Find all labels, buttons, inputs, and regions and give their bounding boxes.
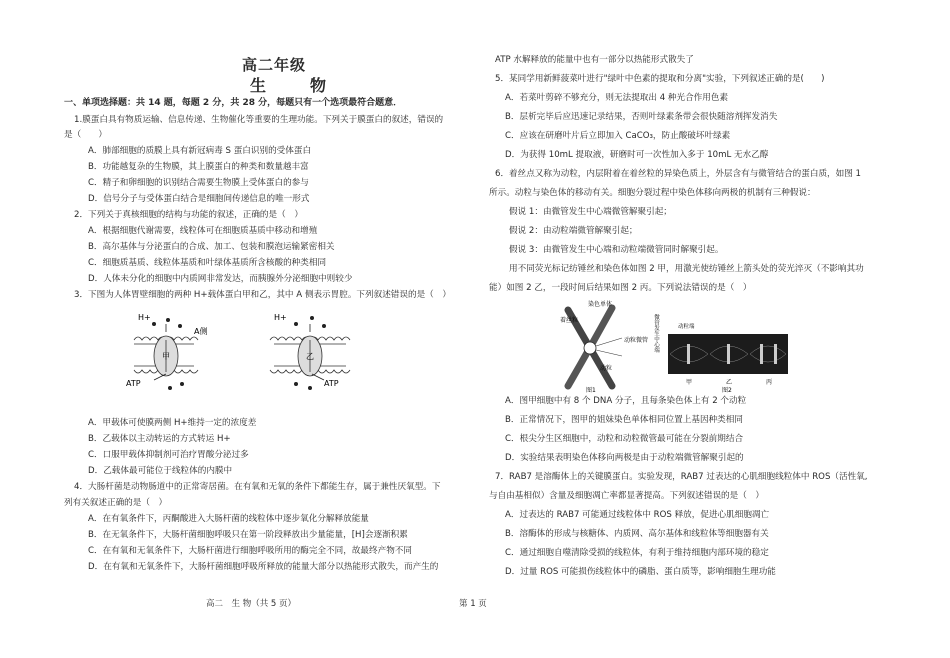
side-a-label: A侧 <box>194 327 208 336</box>
q7-option-b: B．溶酶体的形成与核糖体、内质网、高尔基体和线粒体等细胞器有关 <box>505 529 769 539</box>
q6-figure <box>560 298 800 394</box>
q7-stem-2: 与自由基相似）含量及细胞凋亡率都显著提高。下列叙述错误的是（ ） <box>489 491 765 501</box>
q1-stem-1: 1.膜蛋白具有物质运输、信息传递、生物催化等重要的生理功能。下列关于膜蛋白的叙述，错误的 <box>74 115 444 125</box>
q3-option-c: C．口服甲载体抑制剂可治疗胃酸分泌过多 <box>88 450 249 460</box>
q6-option-d: D．实验结果表明染色体移向两极是由于动粒端微管解聚引起的 <box>505 453 744 463</box>
q5-stem: 5．某同学用新鲜菠菜叶进行"绿叶中色素的提取和分离"实验，下列叙述正确的是( ) <box>495 74 825 84</box>
jia-label: 甲 <box>162 352 170 361</box>
q6-option-b: B．正常情况下，图甲的姐妹染色单体相同位置上基因种类相同 <box>505 415 743 425</box>
kinetochore-label: 动粒 <box>600 365 613 372</box>
q6-stem-1: 6．着丝点又称为动粒，内层附着在着丝粒的异染色质上，外层含有与微管结合的蛋白质，如图 1 <box>495 169 862 179</box>
q7-option-d: D．过量 ROS 可能损伤线粒体中的磷脂、蛋白质等，影响细胞生理功能 <box>505 567 776 577</box>
q4-option-b: B．在无氧条件下，大肠杆菌细胞呼吸只在第一阶段释放出少量能量，[H]会逐渐积累 <box>88 530 408 540</box>
q5-option-c: C．应该在研磨叶片后立即加入 CaCO₃，防止酸破坏叶绿素 <box>505 131 731 141</box>
panel-jia-label: 甲 <box>686 379 693 386</box>
kinetochore-end-label: 动粒端 <box>678 324 695 330</box>
q7-option-a: A．过表达的 RAB7 可能通过线粒体中 ROS 释放，促进心肌细胞凋亡 <box>505 510 770 520</box>
q2-option-a: A．根据细胞代谢需要，线粒体可在细胞质基质中移动和增殖 <box>88 226 318 236</box>
q3-option-d: D．乙载体最可能位于线粒体的内膜中 <box>88 466 233 476</box>
q1-option-a: A．肺部细胞的质膜上具有新冠病毒 S 蛋白识别的受体蛋白 <box>88 146 312 156</box>
q3-option-a: A．甲载体可使膜两侧 H+维持一定的浓度差 <box>88 418 257 428</box>
atp-left-label: ATP <box>126 379 141 388</box>
q7-option-c: C．通过细胞自噬清除受损的线粒体，有利于维持细胞内部环境的稳定 <box>505 548 769 558</box>
q1-option-b: B．功能越复杂的生物膜，其上膜蛋白的种类和数量越丰富 <box>88 162 309 172</box>
q6-hypothesis-2: 假说 2：由动粒端微管解聚引起； <box>509 226 638 236</box>
h-right-label: H+ <box>274 313 287 322</box>
q3-option-b: B．乙载体以主动转运的方式转运 H+ <box>88 434 231 444</box>
q2-option-d: D．人体未分化的细胞中内质网非常发达，而胰腺外分泌细胞中则较少 <box>88 274 353 284</box>
figure-2-caption: 图2 <box>722 387 732 394</box>
q6-stem-2: 所示。动粒与染色体的移动有关。细胞分裂过程中染色体移向两极的机制有三种假说： <box>489 188 816 198</box>
figure-1-caption: 图1 <box>586 387 596 394</box>
yi-label: 乙 <box>306 352 314 361</box>
panel-bing-label: 丙 <box>766 379 773 386</box>
q2-option-c: C．细胞质基质、线粒体基质和叶绿体基质所含核酸的种类相同 <box>88 258 327 268</box>
q6-option-a: A．图甲细胞中有 8 个 DNA 分子，且每条染色体上有 2 个动粒 <box>505 396 747 406</box>
q3-stem: 3．下图为人体胃壁细胞的两种 H+载体蛋白甲和乙，其中 A 侧表示胃腔。下列叙述错误的是（ ） <box>74 290 451 300</box>
section-heading: 一、单项选择题：共 14 题，每题 2 分，共 28 分，每题只有一个选项最符合题意． <box>64 98 403 108</box>
page-number-footer: 第 1 页 <box>459 599 487 609</box>
centromere-label: 着丝粒 <box>560 317 579 324</box>
q6-hypothesis-3: 假说 3：由微管发生中心端和动粒端微管同时解聚引起。 <box>509 245 724 255</box>
q2-option-b: B．高尔基体与分泌蛋白的合成、加工、包装和膜泡运输紧密相关 <box>88 242 335 252</box>
kinetochore-mt-label: 动粒微管 <box>624 337 649 344</box>
figure-2-spindle-panels <box>653 313 788 394</box>
q5-option-a: A．若菜叶剪碎不够充分，则无法提取出 4 种光合作用色素 <box>505 93 729 103</box>
q1-option-d: D．信号分子与受体蛋白结合是细胞间传递信息的唯一形式 <box>88 194 310 204</box>
q2-stem: 2．下列关于真核细胞的结构与功能的叙述，正确的是（ ） <box>74 210 303 220</box>
q6-paragraph-1: 用不同荧光标记纺锤丝和染色体如图 2 甲，用激光使纺锤丝上箭头处的荧光淬灭（不影响其功 <box>509 264 864 274</box>
carrier-yi-diagram <box>270 313 350 390</box>
q6-paragraph-2: 能）如图 2 乙，一段时间后结果如图 2 丙。下列说法错误的是（ ） <box>489 283 752 293</box>
q1-option-c: C．精子和卵细胞的识别结合需要生物膜上受体蛋白的参与 <box>88 178 309 188</box>
q7-stem-1: 7．RAB7 是溶酶体上的关键膜蛋白。实验发现，RAB7 过表达的心肌细胞线粒体中 ROS（活性氧, <box>495 472 868 482</box>
q4-option-d: D．在有氧和无氧条件下，大肠杆菌细胞呼吸所释放的能量大部分以热能形式散失，而产生的 <box>88 562 439 572</box>
q5-option-b: B．层析完毕后应迅速记录结果，否则叶绿素条带会很快随溶剂挥发消失 <box>505 112 778 122</box>
left-footer: 高二 生 物（共 5 页） <box>206 599 297 609</box>
q6-hypothesis-1: 假说 1：由微管发生中心端微管解聚引起； <box>509 207 672 217</box>
chromatid-label: 染色单体 <box>588 301 613 308</box>
q4-stem-1: 4．大肠杆菌是动物肠道中的正常寄居菌。在有氧和无氧的条件下都能生存，属于兼性厌氧型。下 <box>74 482 441 492</box>
q5-option-d: D．为获得 10mL 提取液，研磨时可一次性加入多于 10mL 无水乙醇 <box>505 150 769 160</box>
carrier-jia-diagram <box>126 313 207 390</box>
q6-option-c: C．根尖分生区细胞中，动粒和动粒微管最可能在分裂前期结合 <box>505 434 744 444</box>
q3-membrane-figure <box>124 306 394 392</box>
q4-option-a: A．在有氧条件下，丙酮酸进入大肠杆菌的线粒体中逐步氧化分解释放能量 <box>88 514 369 524</box>
q4-continuation: ATP 水解释放的能量中也有一部分以热能形式散失了 <box>495 55 694 65</box>
q4-stem-2: 列有关叙述正确的是（ ） <box>64 498 168 508</box>
q1-stem-2: 是（ ） <box>64 130 107 140</box>
mtoc-label: 微管发生中心端 <box>653 314 659 353</box>
atp-right-label: ATP <box>324 379 339 388</box>
h-left-label: H+ <box>138 313 151 322</box>
subject-title: 生 物 <box>250 76 341 95</box>
panel-yi-label: 乙 <box>726 379 733 386</box>
figure-1-chromosome <box>560 300 648 394</box>
q4-option-c: C．在有氧和无氧条件下，大肠杆菌进行细胞呼吸所用的酶完全不同，故最终产物不同 <box>88 546 412 556</box>
grade-title: 高二年级 <box>242 56 307 74</box>
